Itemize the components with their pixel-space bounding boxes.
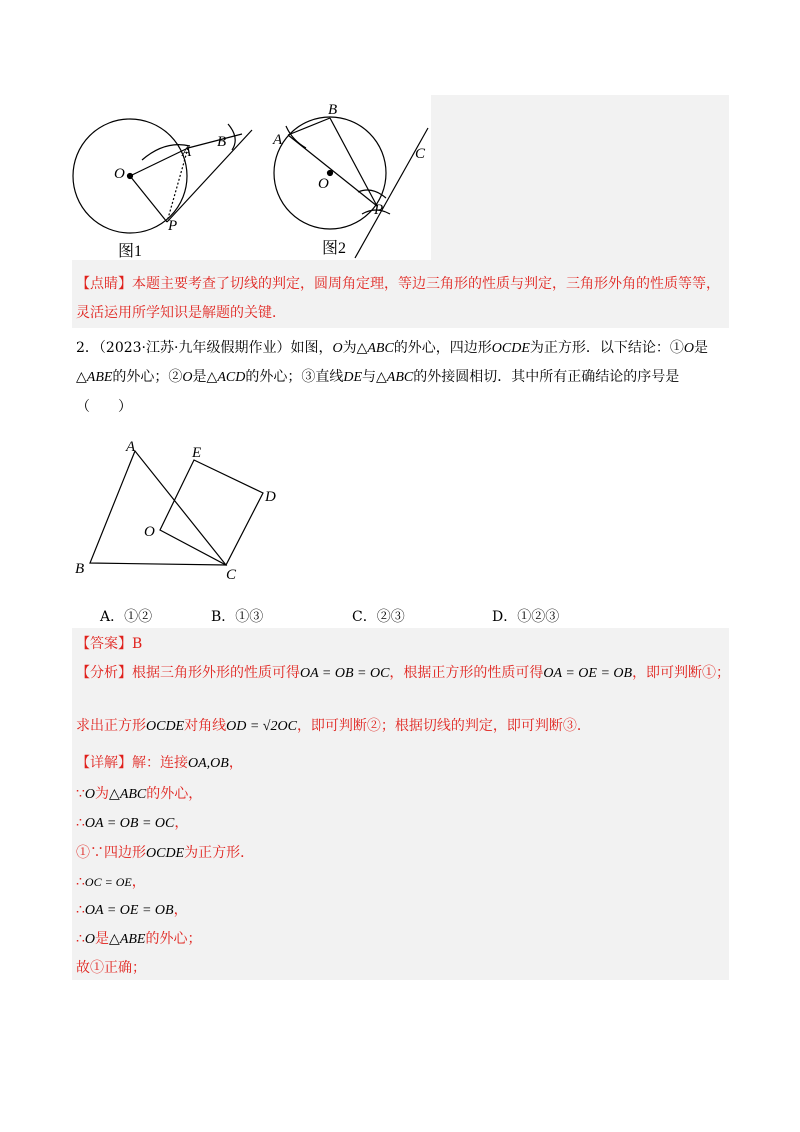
- detail-math: OA = OE = OB: [84, 903, 174, 918]
- detail-math: △ABE: [109, 932, 146, 947]
- detail-text: 的外心，: [146, 786, 203, 802]
- q-text: 的外心；②: [112, 369, 183, 385]
- label-A: A: [126, 439, 136, 455]
- option-letter: C．: [352, 609, 377, 625]
- detail-text: ，: [131, 874, 146, 890]
- fig2-label-B: B: [328, 102, 338, 118]
- detail-line-8: [76, 957, 146, 979]
- detail-line-7: [76, 928, 201, 951]
- detail-line-1: [76, 752, 243, 775]
- detail-math: OCDE: [146, 846, 185, 861]
- option-text: ①②③: [517, 609, 560, 625]
- fig2-label-P: P: [374, 202, 384, 218]
- detail-math: OC = OE: [84, 875, 132, 889]
- fig1-caption: 图1: [118, 243, 143, 260]
- detail-line-4: [76, 842, 254, 865]
- question-source: （2023·江苏·九年级假期作业）: [98, 340, 291, 356]
- dianjing-text-1: 本题主要考查了切线的判定，圆周角定理，等边三角形的性质与判定，三角形外角的性质等等，: [132, 276, 720, 292]
- question-line-3: [76, 396, 132, 418]
- detail-text: 的外心；: [145, 931, 202, 947]
- answer-tag: 【答案】: [76, 636, 132, 652]
- analysis-line-2: [76, 715, 591, 738]
- answer-blank: （ ）: [76, 399, 132, 415]
- answer-line: [76, 633, 142, 655]
- question-line-2: [76, 366, 679, 389]
- top-figure-box: [431, 95, 729, 260]
- dianjing-tag: 【点睛】: [76, 276, 132, 292]
- detail-math: O: [84, 787, 96, 802]
- label-E: E: [192, 445, 202, 461]
- q-text: 的外心；③直线: [245, 369, 344, 385]
- q-math-O: O: [683, 341, 695, 356]
- option-letter: D．: [492, 609, 518, 625]
- detail-text: ，: [174, 815, 189, 831]
- detail-text: 为: [95, 786, 110, 802]
- option-d[interactable]: [492, 606, 559, 626]
- detail-math: OA = OB = OC: [84, 816, 175, 831]
- analysis-math: OA = OE = OB: [543, 666, 633, 681]
- detail-text: 解：连接: [132, 755, 188, 771]
- detail-math: OA,OB: [188, 756, 229, 771]
- detail-text: 故①正确；: [76, 960, 146, 976]
- detail-math: O: [84, 932, 96, 947]
- fig2-label-O: O: [318, 176, 329, 192]
- q-text: 是: [694, 340, 709, 356]
- detail-line-6: [76, 899, 188, 922]
- analysis-text: 求出正方形: [76, 718, 146, 734]
- detail-tag: 【详解】: [76, 755, 132, 771]
- q-math-OCDE: OCDE: [491, 341, 530, 356]
- detail-text: ∵: [76, 786, 85, 802]
- dianjing-line-1: [76, 273, 720, 295]
- option-c[interactable]: [352, 606, 405, 626]
- option-text: ①②: [124, 609, 153, 625]
- q-text: 如图，: [290, 340, 333, 356]
- dianjing-line-2: [76, 302, 286, 324]
- detail-text: ∴: [76, 815, 85, 831]
- q-math-O: O: [332, 341, 343, 356]
- fig1-label-P: P: [168, 218, 178, 234]
- analysis-math: OA = OB = OC: [300, 666, 390, 681]
- analysis-math: OD = √2OC: [226, 719, 297, 734]
- option-b[interactable]: [211, 606, 263, 626]
- detail-text: ，: [173, 902, 188, 918]
- label-D: D: [265, 489, 276, 505]
- analysis-tag: 【分析】: [76, 665, 132, 681]
- option-a[interactable]: [100, 606, 152, 626]
- detail-line-2: [76, 783, 202, 806]
- answer-value: B: [132, 636, 143, 652]
- label-O: O: [144, 524, 155, 540]
- dianjing-text-2: 灵活运用所学知识是解题的关键．: [76, 305, 286, 321]
- analysis-text: 对角线: [184, 718, 227, 734]
- top-figures: [60, 88, 440, 268]
- q-text: 是: [192, 369, 207, 385]
- detail-text: 为正方形．: [184, 845, 255, 861]
- q-text: 的外心，四边形: [393, 340, 492, 356]
- option-text: ②③: [376, 609, 405, 625]
- label-B: B: [75, 561, 85, 577]
- q-text: 为正方形．以下结论：①: [529, 340, 684, 356]
- q-text: 为: [342, 340, 357, 356]
- label-C: C: [226, 567, 237, 583]
- detail-text: ①∵四边形: [76, 845, 146, 861]
- detail-text: ∴: [76, 874, 85, 890]
- q-math-ACD: △ACD: [206, 370, 246, 385]
- analysis-line-1: [76, 662, 730, 685]
- detail-line-5: [76, 871, 146, 893]
- fig1-label-O: O: [114, 166, 125, 182]
- analysis-text: ，根据正方形的性质可得: [389, 665, 544, 681]
- question-number: 2．: [76, 340, 99, 356]
- q-text: 与: [362, 369, 376, 385]
- q-math-ABC: △ABC: [376, 370, 414, 385]
- question-line-1: [76, 337, 708, 360]
- fig2-caption: 图2: [322, 240, 347, 257]
- fig1-label-B: B: [217, 134, 227, 150]
- analysis-text: 根据三角形外形的性质可得: [132, 665, 300, 681]
- main-figure: [70, 435, 280, 585]
- option-text: ①③: [235, 609, 264, 625]
- q-math-ABC: △ABC: [356, 341, 394, 356]
- detail-math: △ABC: [109, 787, 147, 802]
- q-math-DE: DE: [343, 370, 362, 385]
- detail-text: ∴: [76, 931, 85, 947]
- fig2-label-A: A: [273, 132, 283, 148]
- q-math-ABE: △ABE: [76, 370, 113, 385]
- option-letter: A．: [100, 609, 125, 625]
- detail-line-3: [76, 812, 188, 835]
- option-letter: B．: [211, 609, 236, 625]
- detail-text: 是: [95, 931, 110, 947]
- analysis-text: ，即可判断②；根据切线的判定，即可判断③．: [296, 718, 591, 734]
- figure-2: [274, 117, 428, 258]
- q-text: 的外接圆相切．其中所有正确结论的序号是: [413, 369, 680, 385]
- detail-text: ∴: [76, 902, 85, 918]
- analysis-math: OCDE: [146, 719, 185, 734]
- q-math-O: O: [182, 370, 193, 385]
- fig1-label-A: A: [182, 144, 192, 160]
- analysis-text: ，即可判断①；: [632, 665, 731, 681]
- fig2-label-C: C: [415, 146, 426, 162]
- detail-text: ，: [228, 755, 243, 771]
